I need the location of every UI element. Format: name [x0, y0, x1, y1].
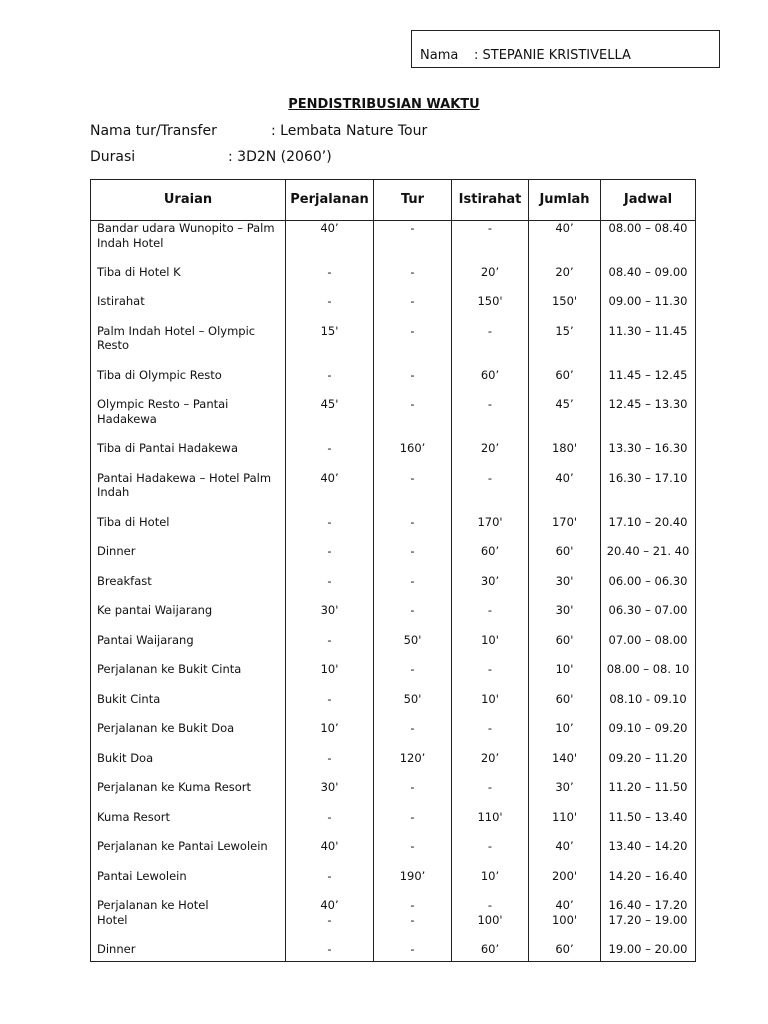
cell-jadwal: 13.40 – 14.20 [601, 839, 696, 869]
cell-istirahat: - [452, 662, 529, 692]
cell-perjalanan: - [286, 692, 374, 722]
cell-istirahat: - 100' [452, 898, 529, 942]
cell-istirahat: 170' [452, 515, 529, 545]
cell-perjalanan: - [286, 574, 374, 604]
table-row [91, 942, 696, 961]
cell-perjalanan: - [286, 869, 374, 899]
cell-jadwal: 19.00 – 20.00 [601, 942, 696, 961]
cell-uraian: Perjalanan ke Bukit Cinta [91, 662, 286, 692]
cell-jadwal: 14.20 – 16.40 [601, 869, 696, 899]
cell-uraian: Pantai Lewolein [91, 869, 286, 899]
table-row [91, 397, 696, 441]
cell-istirahat: - [452, 839, 529, 869]
cell-uraian: Perjalanan ke Pantai Lewolein [91, 839, 286, 869]
cell-perjalanan: 40’ [286, 221, 374, 265]
cell-jumlah: 60' [529, 692, 601, 722]
table-row [91, 294, 696, 324]
cell-jadwal: 09.00 – 11.30 [601, 294, 696, 324]
cell-tur: - [374, 221, 452, 265]
cell-istirahat: 60’ [452, 544, 529, 574]
cell-istirahat: 10’ [452, 869, 529, 899]
document-title: PENDISTRIBUSIAN WAKTU [288, 97, 480, 112]
cell-jadwal: 08.40 – 09.00 [601, 265, 696, 295]
cell-uraian: Perjalanan ke Bukit Doa [91, 721, 286, 751]
cell-perjalanan: - [286, 810, 374, 840]
cell-perjalanan: 15' [286, 324, 374, 368]
cell-tur: - [374, 294, 452, 324]
cell-uraian: Tiba di Hotel [91, 515, 286, 545]
cell-perjalanan: - [286, 441, 374, 471]
cell-jadwal: 06.00 – 06.30 [601, 574, 696, 604]
cell-perjalanan: - [286, 265, 374, 295]
cell-perjalanan: - [286, 633, 374, 663]
tour-label: Nama tur/Transfer [90, 123, 217, 139]
cell-tur: - [374, 515, 452, 545]
header-uraian: Uraian [91, 180, 286, 221]
cell-jadwal: 11.45 – 12.45 [601, 368, 696, 398]
cell-tur: - - [374, 898, 452, 942]
cell-uraian: Breakfast [91, 574, 286, 604]
cell-jumlah: 40’ 100' [529, 898, 601, 942]
header-istirahat: Istirahat [452, 180, 529, 221]
cell-perjalanan: 40’ [286, 471, 374, 515]
cell-jumlah: 140' [529, 751, 601, 781]
cell-istirahat: 60’ [452, 942, 529, 961]
cell-jumlah: 60' [529, 544, 601, 574]
cell-tur: 50' [374, 633, 452, 663]
cell-perjalanan: - [286, 368, 374, 398]
cell-uraian: Pantai Hadakewa – Hotel Palm Indah [91, 471, 286, 515]
cell-istirahat: - [452, 603, 529, 633]
cell-uraian: Palm Indah Hotel – Olympic Resto [91, 324, 286, 368]
cell-tur: - [374, 662, 452, 692]
cell-istirahat: 60’ [452, 368, 529, 398]
cell-istirahat: 150' [452, 294, 529, 324]
cell-uraian: Perjalanan ke Hotel Hotel [91, 898, 286, 942]
cell-jumlah: 30' [529, 574, 601, 604]
cell-jadwal: 17.10 – 20.40 [601, 515, 696, 545]
cell-jadwal: 07.00 – 08.00 [601, 633, 696, 663]
cell-perjalanan: - [286, 294, 374, 324]
cell-tur: - [374, 780, 452, 810]
cell-tur: 50' [374, 692, 452, 722]
table-row [91, 324, 696, 368]
cell-jumlah: 20’ [529, 265, 601, 295]
cell-uraian: Kuma Resort [91, 810, 286, 840]
cell-perjalanan: 45' [286, 397, 374, 441]
cell-jumlah: 60’ [529, 368, 601, 398]
cell-jumlah: 170' [529, 515, 601, 545]
table-row [91, 692, 696, 722]
cell-jadwal: 11.50 – 13.40 [601, 810, 696, 840]
cell-jadwal: 08.00 – 08. 10 [601, 662, 696, 692]
cell-jadwal: 16.30 – 17.10 [601, 471, 696, 515]
student-name-label: Nama [420, 48, 459, 63]
table-row [91, 544, 696, 574]
cell-tur: - [374, 397, 452, 441]
cell-tur: - [374, 810, 452, 840]
cell-jumlah: 40’ [529, 221, 601, 265]
cell-istirahat: - [452, 397, 529, 441]
table-row [91, 839, 696, 869]
cell-istirahat: - [452, 721, 529, 751]
header-jumlah: Jumlah [529, 180, 601, 221]
cell-jadwal: 11.20 – 11.50 [601, 780, 696, 810]
cell-jadwal: 20.40 – 21. 40 [601, 544, 696, 574]
cell-istirahat: 20’ [452, 265, 529, 295]
cell-perjalanan: 40' [286, 839, 374, 869]
cell-istirahat: - [452, 324, 529, 368]
cell-perjalanan: 30' [286, 603, 374, 633]
cell-istirahat: 110' [452, 810, 529, 840]
cell-perjalanan: - [286, 515, 374, 545]
cell-istirahat: 30’ [452, 574, 529, 604]
cell-istirahat: 20’ [452, 441, 529, 471]
table-row [91, 603, 696, 633]
cell-jumlah: 60’ [529, 942, 601, 961]
cell-jumlah: 60' [529, 633, 601, 663]
table-row [91, 780, 696, 810]
table-row [91, 515, 696, 545]
cell-uraian: Tiba di Olympic Resto [91, 368, 286, 398]
table-row [91, 441, 696, 471]
cell-tur: 120’ [374, 751, 452, 781]
table-row [91, 471, 696, 515]
cell-jadwal: 06.30 – 07.00 [601, 603, 696, 633]
cell-jadwal: 11.30 – 11.45 [601, 324, 696, 368]
cell-uraian: Bukit Doa [91, 751, 286, 781]
table-row [91, 810, 696, 840]
table-row [91, 265, 696, 295]
cell-tur: - [374, 942, 452, 961]
table-header-row [91, 180, 696, 221]
cell-istirahat: 20’ [452, 751, 529, 781]
cell-uraian: Tiba di Hotel K [91, 265, 286, 295]
cell-istirahat: - [452, 221, 529, 265]
table-row [91, 751, 696, 781]
cell-jadwal: 08.00 – 08.40 [601, 221, 696, 265]
table-row [91, 368, 696, 398]
cell-uraian: Dinner [91, 942, 286, 961]
cell-tur: - [374, 839, 452, 869]
table-row [91, 574, 696, 604]
cell-tur: - [374, 324, 452, 368]
cell-jumlah: 150' [529, 294, 601, 324]
cell-jumlah: 180' [529, 441, 601, 471]
cell-perjalanan: 30' [286, 780, 374, 810]
cell-tur: - [374, 721, 452, 751]
cell-tur: - [374, 471, 452, 515]
table-row [91, 898, 696, 942]
cell-istirahat: 10' [452, 633, 529, 663]
cell-jumlah: 110' [529, 810, 601, 840]
duration-label: Durasi [90, 149, 136, 165]
cell-uraian: Bukit Cinta [91, 692, 286, 722]
cell-jumlah: 10' [529, 662, 601, 692]
cell-istirahat: 10' [452, 692, 529, 722]
cell-jumlah: 40’ [529, 839, 601, 869]
cell-jumlah: 15’ [529, 324, 601, 368]
cell-perjalanan: - [286, 751, 374, 781]
cell-uraian: Istirahat [91, 294, 286, 324]
tour-value: : Lembata Nature Tour [271, 123, 428, 139]
cell-uraian: Ke pantai Waijarang [91, 603, 286, 633]
cell-jumlah: 30' [529, 603, 601, 633]
header-jadwal: Jadwal [601, 180, 696, 221]
table-row [91, 869, 696, 899]
cell-uraian: Perjalanan ke Kuma Resort [91, 780, 286, 810]
cell-uraian: Pantai Waijarang [91, 633, 286, 663]
student-name-value: : STEPANIE KRISTIVELLA [474, 48, 631, 63]
cell-jadwal: 12.45 – 13.30 [601, 397, 696, 441]
cell-uraian: Dinner [91, 544, 286, 574]
cell-jadwal: 08.10 - 09.10 [601, 692, 696, 722]
table-row [91, 721, 696, 751]
cell-uraian: Olympic Resto – Pantai Hadakewa [91, 397, 286, 441]
cell-tur: 190’ [374, 869, 452, 899]
cell-tur: - [374, 368, 452, 398]
cell-istirahat: - [452, 780, 529, 810]
table-row [91, 633, 696, 663]
student-name-box [411, 30, 720, 68]
table-row [91, 662, 696, 692]
table-row [91, 221, 696, 265]
cell-jumlah: 40’ [529, 471, 601, 515]
cell-uraian: Bandar udara Wunopito – Palm Indah Hotel [91, 221, 286, 265]
cell-tur: - [374, 603, 452, 633]
header-tur: Tur [374, 180, 452, 221]
cell-jadwal: 13.30 – 16.30 [601, 441, 696, 471]
duration-value: : 3D2N (2060’) [228, 149, 332, 165]
cell-tur: - [374, 574, 452, 604]
cell-perjalanan: 40’ - [286, 898, 374, 942]
cell-jadwal: 09.10 – 09.20 [601, 721, 696, 751]
header-perjalanan: Perjalanan [286, 180, 374, 221]
cell-perjalanan: 10’ [286, 721, 374, 751]
cell-uraian: Tiba di Pantai Hadakewa [91, 441, 286, 471]
cell-jadwal: 09.20 – 11.20 [601, 751, 696, 781]
cell-perjalanan: - [286, 544, 374, 574]
cell-jumlah: 10’ [529, 721, 601, 751]
cell-perjalanan: - [286, 942, 374, 961]
schedule-table [90, 179, 696, 962]
cell-jadwal: 16.40 – 17.20 17.20 – 19.00 [601, 898, 696, 942]
cell-tur: - [374, 544, 452, 574]
cell-jumlah: 30’ [529, 780, 601, 810]
cell-perjalanan: 10' [286, 662, 374, 692]
cell-jumlah: 45’ [529, 397, 601, 441]
cell-tur: - [374, 265, 452, 295]
cell-istirahat: - [452, 471, 529, 515]
cell-tur: 160’ [374, 441, 452, 471]
cell-jumlah: 200' [529, 869, 601, 899]
